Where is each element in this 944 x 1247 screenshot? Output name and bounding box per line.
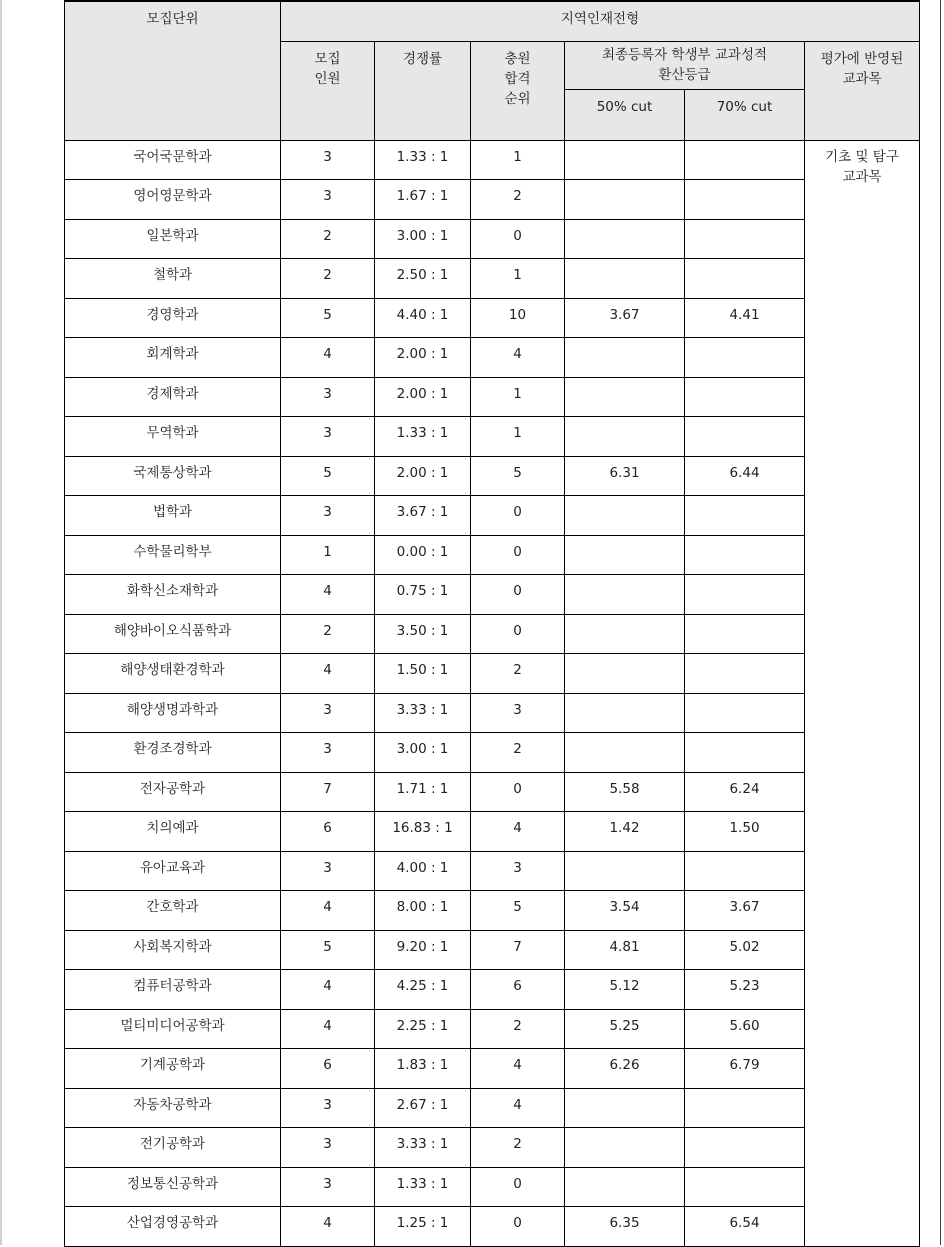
waitlist-cell: 4 xyxy=(471,1088,565,1128)
table-row xyxy=(65,970,920,1010)
cut50-cell: 5.12 xyxy=(565,970,685,1010)
table-row xyxy=(65,417,920,457)
waitlist-cell: 5 xyxy=(471,456,565,496)
header-waitlist-line1: 충원 xyxy=(504,50,531,67)
cut50-cell xyxy=(565,1128,685,1168)
waitlist-cell: 0 xyxy=(471,772,565,812)
cut50-cell xyxy=(565,338,685,378)
recruit-cell: 2 xyxy=(281,219,375,259)
cut50-cell xyxy=(565,1088,685,1128)
recruit-cell: 3 xyxy=(281,1128,375,1168)
competition-cell: 2.00 : 1 xyxy=(375,338,471,378)
table-row xyxy=(65,930,920,970)
cut70-cell xyxy=(685,1167,805,1207)
cut70-cell: 5.23 xyxy=(685,970,805,1010)
cut70-cell xyxy=(685,851,805,891)
cut50-cell: 3.54 xyxy=(565,891,685,931)
cut70-cell xyxy=(685,1088,805,1128)
subjects-line1: 기초 및 탐구 xyxy=(825,148,899,165)
cut70-cell xyxy=(685,259,805,299)
table-body xyxy=(65,140,920,1246)
table-row xyxy=(65,1009,920,1049)
cut50-cell xyxy=(565,1167,685,1207)
waitlist-cell: 2 xyxy=(471,1128,565,1168)
cut50-cell xyxy=(565,575,685,615)
table-row xyxy=(65,180,920,220)
recruit-cell: 4 xyxy=(281,654,375,694)
waitlist-cell: 5 xyxy=(471,891,565,931)
dept-cell: 정보통신공학과 xyxy=(65,1167,281,1207)
header-subjects-line2: 교과목 xyxy=(842,70,882,87)
waitlist-cell: 0 xyxy=(471,1167,565,1207)
cut70-cell: 6.44 xyxy=(685,456,805,496)
cut50-cell: 5.25 xyxy=(565,1009,685,1049)
dept-cell: 회계학과 xyxy=(65,338,281,378)
dept-cell: 해양생명과학과 xyxy=(65,693,281,733)
competition-cell: 8.00 : 1 xyxy=(375,891,471,931)
table-row xyxy=(65,654,920,694)
header-competition: 경쟁률 xyxy=(375,41,471,140)
cut70-cell xyxy=(685,733,805,773)
dept-cell: 컴퓨터공학과 xyxy=(65,970,281,1010)
table-row xyxy=(65,772,920,812)
competition-cell: 2.00 : 1 xyxy=(375,456,471,496)
header-type: 지역인재전형 xyxy=(281,1,920,41)
recruit-cell: 3 xyxy=(281,851,375,891)
competition-cell: 4.00 : 1 xyxy=(375,851,471,891)
dept-cell: 환경조경학과 xyxy=(65,733,281,773)
cut70-cell xyxy=(685,575,805,615)
competition-cell: 9.20 : 1 xyxy=(375,930,471,970)
cut70-cell xyxy=(685,338,805,378)
dept-cell: 국어국문학과 xyxy=(65,140,281,180)
table-row xyxy=(65,377,920,417)
recruit-cell: 3 xyxy=(281,417,375,457)
dept-cell: 화학신소재학과 xyxy=(65,575,281,615)
cut50-cell xyxy=(565,417,685,457)
cut70-cell: 6.24 xyxy=(685,772,805,812)
recruit-cell: 5 xyxy=(281,298,375,338)
cut70-cell: 5.60 xyxy=(685,1009,805,1049)
cut70-cell: 6.54 xyxy=(685,1207,805,1247)
waitlist-cell: 1 xyxy=(471,417,565,457)
page-edge-left xyxy=(0,0,2,1245)
competition-cell: 3.33 : 1 xyxy=(375,693,471,733)
waitlist-cell: 10 xyxy=(471,298,565,338)
waitlist-cell: 0 xyxy=(471,1207,565,1247)
dept-cell: 법학과 xyxy=(65,496,281,536)
waitlist-cell: 0 xyxy=(471,219,565,259)
table-row xyxy=(65,496,920,536)
dept-cell: 일본학과 xyxy=(65,219,281,259)
cut50-cell: 4.81 xyxy=(565,930,685,970)
table-row xyxy=(65,298,920,338)
competition-cell: 2.67 : 1 xyxy=(375,1088,471,1128)
waitlist-cell: 4 xyxy=(471,1049,565,1089)
recruit-cell: 6 xyxy=(281,1049,375,1089)
table-row xyxy=(65,1128,920,1168)
waitlist-cell: 3 xyxy=(471,851,565,891)
cut50-cell: 6.31 xyxy=(565,456,685,496)
dept-cell: 영어영문학과 xyxy=(65,180,281,220)
cut50-cell xyxy=(565,180,685,220)
dept-cell: 철학과 xyxy=(65,259,281,299)
recruit-cell: 3 xyxy=(281,1167,375,1207)
table-row xyxy=(65,891,920,931)
header-subjects-line1: 평가에 반영된 xyxy=(820,50,904,67)
recruit-cell: 6 xyxy=(281,812,375,852)
cut50-cell xyxy=(565,733,685,773)
cut70-cell xyxy=(685,140,805,180)
header-cut50: 50% cut xyxy=(565,89,685,140)
dept-cell: 국제통상학과 xyxy=(65,456,281,496)
table-row xyxy=(65,1167,920,1207)
cut70-cell xyxy=(685,614,805,654)
waitlist-cell: 2 xyxy=(471,733,565,773)
recruit-cell: 4 xyxy=(281,1009,375,1049)
waitlist-cell: 0 xyxy=(471,575,565,615)
waitlist-cell: 7 xyxy=(471,930,565,970)
header-recruit-line1: 모집 xyxy=(314,50,341,67)
competition-cell: 2.25 : 1 xyxy=(375,1009,471,1049)
cut50-cell xyxy=(565,654,685,694)
cut50-cell: 3.67 xyxy=(565,298,685,338)
recruit-cell: 5 xyxy=(281,930,375,970)
competition-cell: 3.50 : 1 xyxy=(375,614,471,654)
header-recruit xyxy=(281,41,375,140)
table-row xyxy=(65,575,920,615)
table-row xyxy=(65,614,920,654)
header-grade-line1: 최종등록자 학생부 교과성적 xyxy=(601,46,768,63)
cut70-cell xyxy=(685,693,805,733)
recruit-cell: 2 xyxy=(281,259,375,299)
competition-cell: 4.40 : 1 xyxy=(375,298,471,338)
admission-results-table xyxy=(64,0,920,1247)
dept-cell: 유아교육과 xyxy=(65,851,281,891)
dept-cell: 치의예과 xyxy=(65,812,281,852)
table-row xyxy=(65,693,920,733)
recruit-cell: 3 xyxy=(281,1088,375,1128)
cut50-cell: 5.58 xyxy=(565,772,685,812)
competition-cell: 1.83 : 1 xyxy=(375,1049,471,1089)
recruit-cell: 4 xyxy=(281,338,375,378)
cut70-cell xyxy=(685,180,805,220)
competition-cell: 3.00 : 1 xyxy=(375,733,471,773)
cut70-cell xyxy=(685,535,805,575)
cut70-cell: 6.79 xyxy=(685,1049,805,1089)
recruit-cell: 3 xyxy=(281,377,375,417)
cut70-cell xyxy=(685,496,805,536)
header-unit: 모집단위 xyxy=(65,1,281,140)
waitlist-cell: 2 xyxy=(471,654,565,694)
cut70-cell: 1.50 xyxy=(685,812,805,852)
recruit-cell: 4 xyxy=(281,575,375,615)
cut50-cell: 6.35 xyxy=(565,1207,685,1247)
cut50-cell xyxy=(565,219,685,259)
waitlist-cell: 0 xyxy=(471,496,565,536)
competition-cell: 2.50 : 1 xyxy=(375,259,471,299)
dept-cell: 무역학과 xyxy=(65,417,281,457)
table-row xyxy=(65,733,920,773)
table-row xyxy=(65,535,920,575)
waitlist-cell: 2 xyxy=(471,180,565,220)
table-row xyxy=(65,1207,920,1247)
header-grade xyxy=(565,41,805,89)
competition-cell: 16.83 : 1 xyxy=(375,812,471,852)
waitlist-cell: 1 xyxy=(471,259,565,299)
page-edge-right xyxy=(940,0,941,1245)
cut70-cell: 3.67 xyxy=(685,891,805,931)
competition-cell: 0.00 : 1 xyxy=(375,535,471,575)
cut70-cell xyxy=(685,654,805,694)
table-row xyxy=(65,219,920,259)
competition-cell: 0.75 : 1 xyxy=(375,575,471,615)
recruit-cell: 3 xyxy=(281,496,375,536)
table-row xyxy=(65,1049,920,1089)
competition-cell: 3.33 : 1 xyxy=(375,1128,471,1168)
subjects-cell xyxy=(805,140,920,1246)
header-waitlist-line2: 합격 xyxy=(504,70,531,87)
cut70-cell xyxy=(685,1128,805,1168)
waitlist-cell: 1 xyxy=(471,140,565,180)
subjects-line2: 교과목 xyxy=(842,168,882,185)
table-row xyxy=(65,140,920,180)
dept-cell: 경영학과 xyxy=(65,298,281,338)
dept-cell: 경제학과 xyxy=(65,377,281,417)
cut70-cell: 5.02 xyxy=(685,930,805,970)
cut70-cell xyxy=(685,417,805,457)
dept-cell: 사회복지학과 xyxy=(65,930,281,970)
competition-cell: 3.67 : 1 xyxy=(375,496,471,536)
waitlist-cell: 0 xyxy=(471,535,565,575)
competition-cell: 1.50 : 1 xyxy=(375,654,471,694)
waitlist-cell: 3 xyxy=(471,693,565,733)
recruit-cell: 7 xyxy=(281,772,375,812)
header-recruit-line2: 인원 xyxy=(314,70,341,87)
recruit-cell: 4 xyxy=(281,970,375,1010)
recruit-cell: 3 xyxy=(281,733,375,773)
competition-cell: 1.25 : 1 xyxy=(375,1207,471,1247)
recruit-cell: 5 xyxy=(281,456,375,496)
cut50-cell xyxy=(565,140,685,180)
recruit-cell: 4 xyxy=(281,1207,375,1247)
competition-cell: 1.33 : 1 xyxy=(375,1167,471,1207)
waitlist-cell: 4 xyxy=(471,812,565,852)
header-grade-line2: 환산등급 xyxy=(658,66,711,83)
table-row xyxy=(65,456,920,496)
competition-cell: 1.33 : 1 xyxy=(375,140,471,180)
header-cut70: 70% cut xyxy=(685,89,805,140)
waitlist-cell: 0 xyxy=(471,614,565,654)
recruit-cell: 3 xyxy=(281,693,375,733)
competition-cell: 1.67 : 1 xyxy=(375,180,471,220)
cut50-cell xyxy=(565,496,685,536)
waitlist-cell: 2 xyxy=(471,1009,565,1049)
competition-cell: 3.00 : 1 xyxy=(375,219,471,259)
competition-cell: 1.33 : 1 xyxy=(375,417,471,457)
dept-cell: 산업경영공학과 xyxy=(65,1207,281,1247)
dept-cell: 자동차공학과 xyxy=(65,1088,281,1128)
recruit-cell: 3 xyxy=(281,180,375,220)
cut50-cell xyxy=(565,693,685,733)
cut70-cell: 4.41 xyxy=(685,298,805,338)
waitlist-cell: 1 xyxy=(471,377,565,417)
dept-cell: 해양생태환경학과 xyxy=(65,654,281,694)
dept-cell: 해양바이오식품학과 xyxy=(65,614,281,654)
table-row xyxy=(65,338,920,378)
cut70-cell xyxy=(685,219,805,259)
waitlist-cell: 6 xyxy=(471,970,565,1010)
header-waitlist xyxy=(471,41,565,140)
cut50-cell: 1.42 xyxy=(565,812,685,852)
dept-cell: 멀티미디어공학과 xyxy=(65,1009,281,1049)
competition-cell: 1.71 : 1 xyxy=(375,772,471,812)
table-row xyxy=(65,259,920,299)
waitlist-cell: 4 xyxy=(471,338,565,378)
table-row xyxy=(65,851,920,891)
competition-cell: 4.25 : 1 xyxy=(375,970,471,1010)
dept-cell: 수학물리학부 xyxy=(65,535,281,575)
header-subjects xyxy=(805,41,920,140)
header-waitlist-line3: 순위 xyxy=(504,90,531,107)
cut50-cell xyxy=(565,377,685,417)
cut50-cell xyxy=(565,614,685,654)
dept-cell: 간호학과 xyxy=(65,891,281,931)
recruit-cell: 3 xyxy=(281,140,375,180)
cut50-cell xyxy=(565,259,685,299)
table-row xyxy=(65,1088,920,1128)
dept-cell: 전자공학과 xyxy=(65,772,281,812)
cut70-cell xyxy=(685,377,805,417)
dept-cell: 전기공학과 xyxy=(65,1128,281,1168)
table-row xyxy=(65,812,920,852)
cut50-cell xyxy=(565,851,685,891)
cut50-cell: 6.26 xyxy=(565,1049,685,1089)
recruit-cell: 4 xyxy=(281,891,375,931)
recruit-cell: 1 xyxy=(281,535,375,575)
cut50-cell xyxy=(565,535,685,575)
dept-cell: 기계공학과 xyxy=(65,1049,281,1089)
competition-cell: 2.00 : 1 xyxy=(375,377,471,417)
recruit-cell: 2 xyxy=(281,614,375,654)
